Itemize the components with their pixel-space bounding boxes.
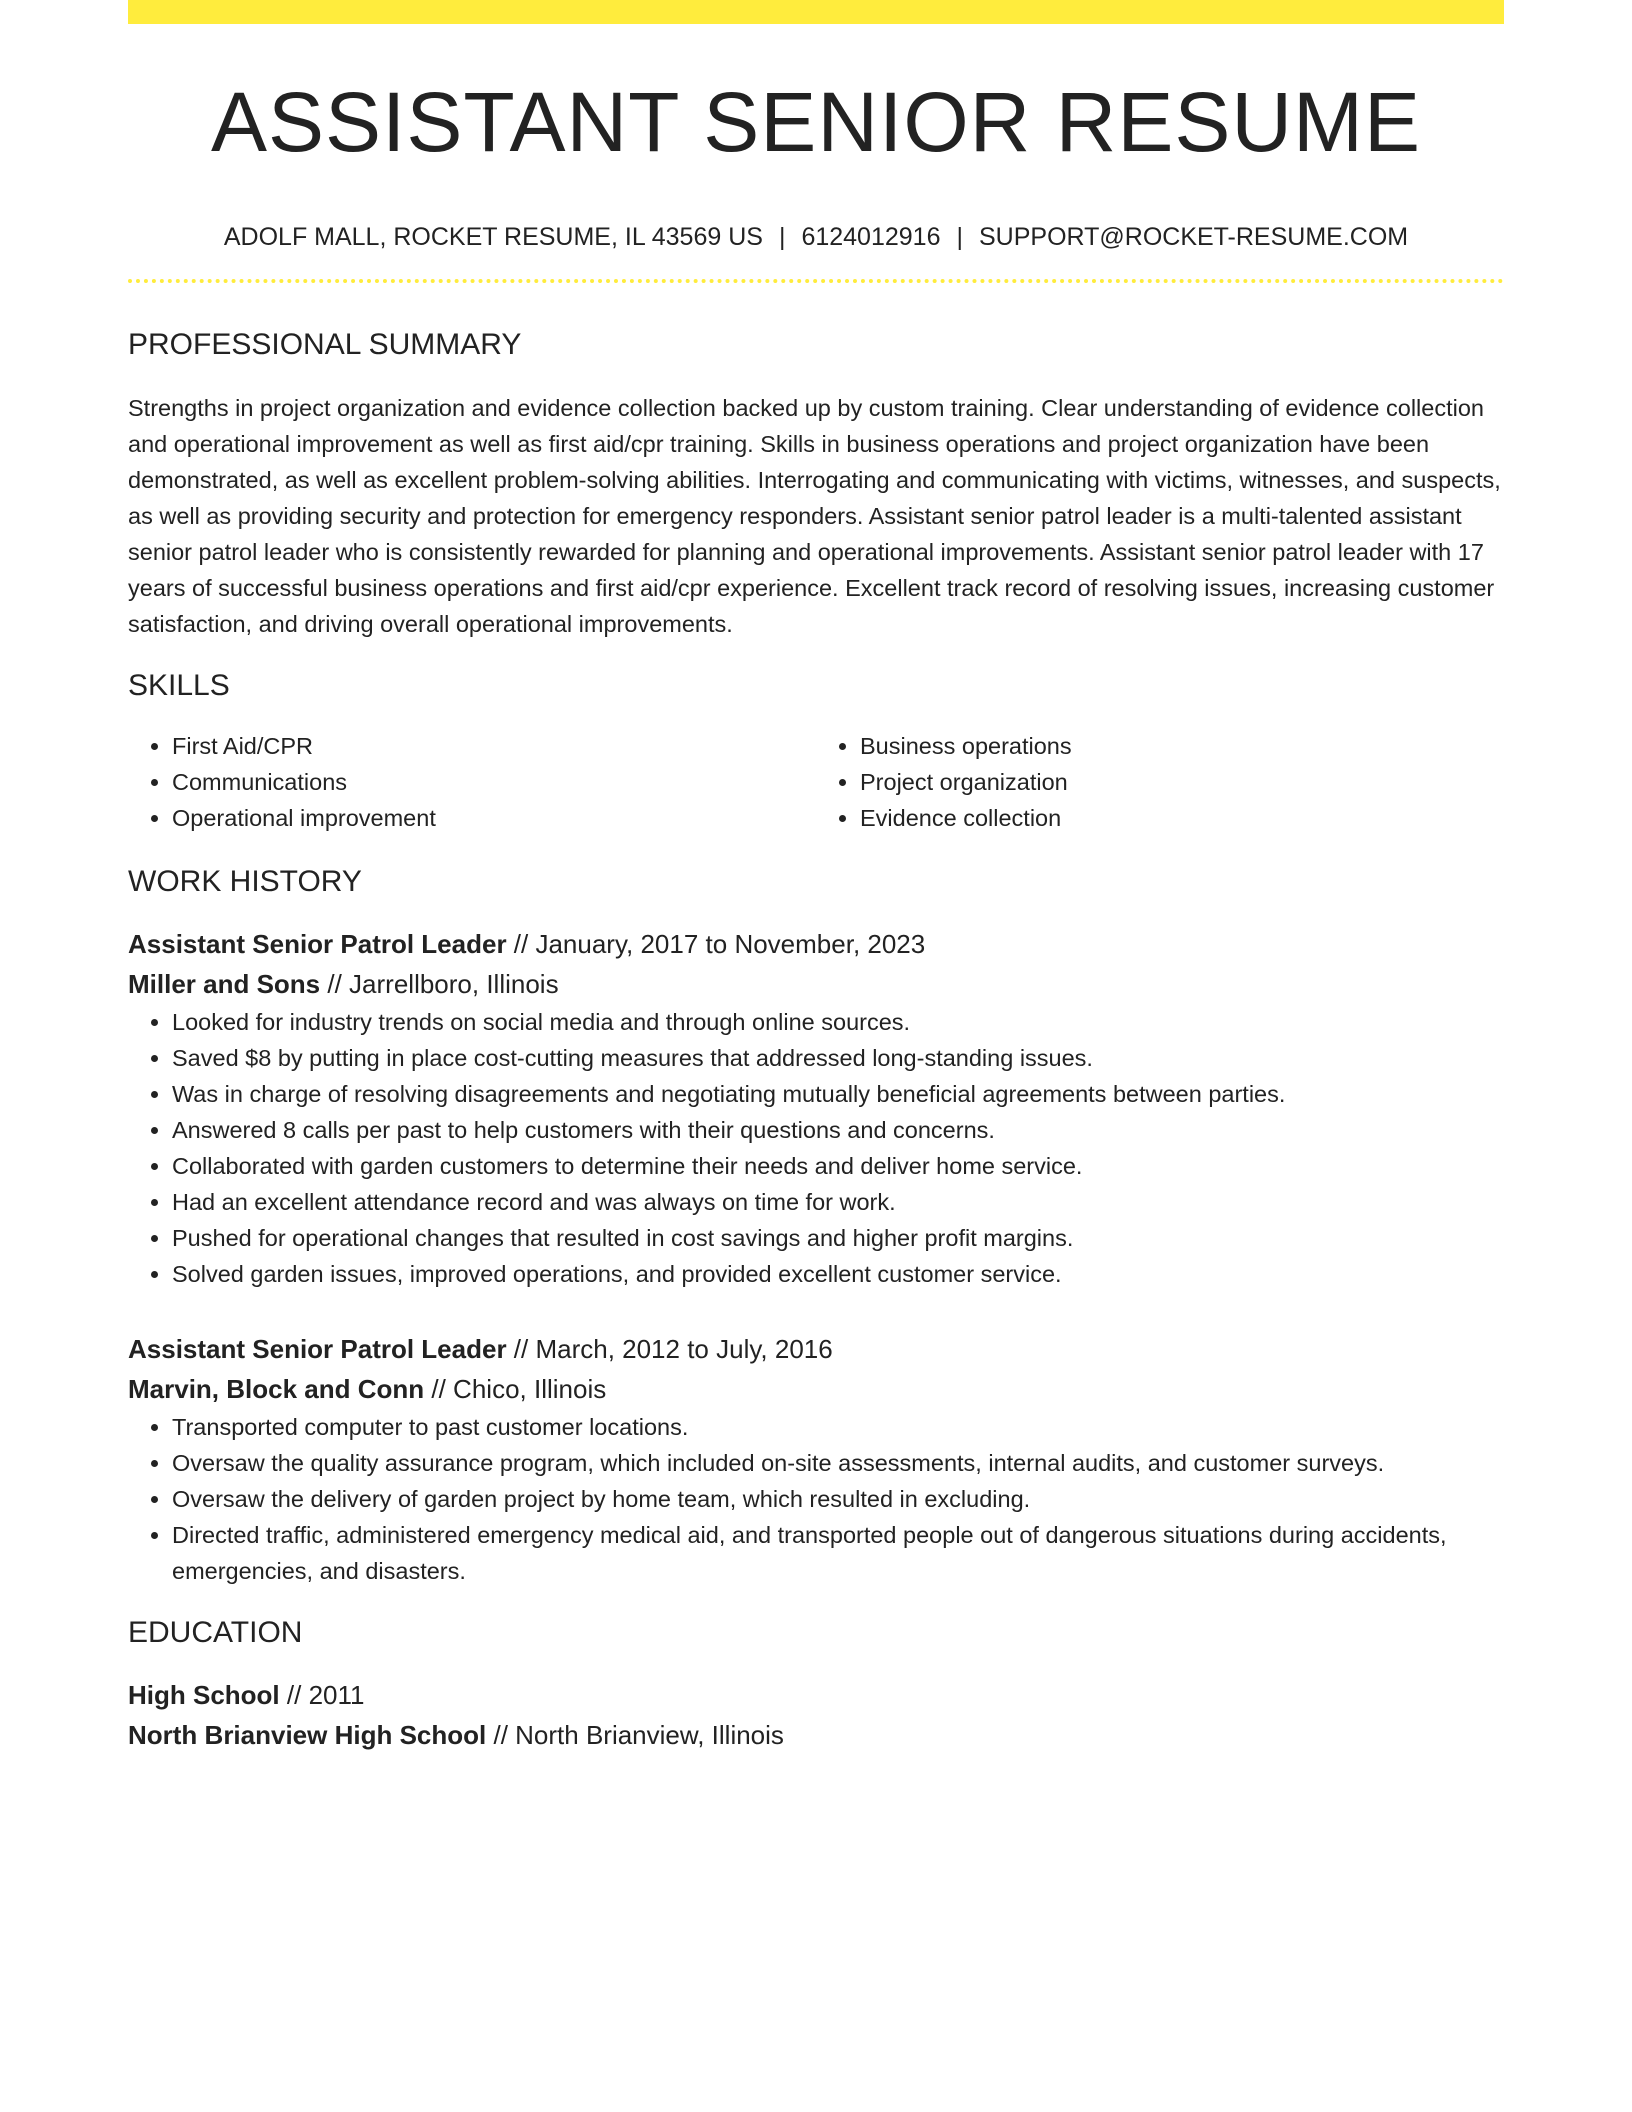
summary-text: Strengths in project organization and evidence collection backed up by custom training. Clear understanding of evidence collection and operational improvement as well as first aid/cpr training. Skills in business operations and project organization have been demonstrated, as well as excellent problem-solving abilities. Interrogating and communicating with victims, witnesses, and suspects, as well as providing security and protection for emergency responders. Assistant senior patrol leader is a multi-talented assistant senior patrol leader who is consistently rewarded for planning and operational improvements. Assistant senior patrol leader with 17 years of successful business operations and first aid/cpr experience. Excellent track record of resolving issues, increasing customer satisfaction, and driving overall operational improvements. xyxy=(128,395,1501,637)
job-bullet-list xyxy=(128,1004,1504,1292)
job-bullet: • Directed traffic, administered emergency medical aid, and transported people out of dangerous situations during accidents, emergencies, and disasters. xyxy=(172,1517,1504,1589)
contact-separator: | xyxy=(956,223,963,251)
contact-separator: | xyxy=(778,223,786,251)
job-title: Assistant Senior Patrol Leader xyxy=(128,1334,507,1364)
skill-item: • Project organization xyxy=(860,764,1504,800)
skills-heading: SKILLS xyxy=(128,669,230,702)
contact-line xyxy=(128,222,1504,252)
job-location: // Jarrellboro, Illinois xyxy=(320,969,559,999)
education-location: // North Brianview, Illinois xyxy=(486,1720,784,1750)
job-bullet: • Oversaw the delivery of garden project by home team, which resulted in excluding. xyxy=(172,1481,1504,1517)
job-bullet: • Was in charge of resolving disagreements and negotiating mutually beneficial agreements between parties. xyxy=(172,1076,1504,1112)
job-bullet: • Collaborated with garden customers to determine their needs and deliver home service. xyxy=(172,1148,1504,1184)
job-bullet: • Looked for industry trends on social media and through online sources. xyxy=(172,1004,1504,1040)
job-bullet-list xyxy=(128,1409,1504,1589)
dotted-divider xyxy=(128,279,1504,283)
skills-list xyxy=(128,728,1504,836)
job-location: // Chico, Illinois xyxy=(424,1374,607,1404)
job-company-line xyxy=(128,964,1504,1004)
work-history-heading: WORK HISTORY xyxy=(128,865,362,898)
skills-column-right xyxy=(816,728,1504,836)
job-company-line xyxy=(128,1369,1504,1409)
job-bullet: • Saved $8 by putting in place cost-cutting measures that addressed long-standing issues. xyxy=(172,1040,1504,1076)
job-bullet: • Oversaw the quality assurance program, which included on-site assessments, internal audits, and customer surveys. xyxy=(172,1445,1504,1481)
job-title-line xyxy=(128,1329,1504,1369)
contact-email: SUPPORT@ROCKET-RESUME.COM xyxy=(978,223,1409,251)
skill-item: • Evidence collection xyxy=(860,800,1504,836)
education-degree-line xyxy=(128,1675,1504,1715)
education-heading: EDUCATION xyxy=(128,1616,303,1649)
job-bullet: • Pushed for operational changes that resulted in cost savings and higher profit margins. xyxy=(172,1220,1504,1256)
job-title: Assistant Senior Patrol Leader xyxy=(128,929,507,959)
education-degree: High School xyxy=(128,1680,280,1710)
job-bullet: • Solved garden issues, improved operations, and provided excellent customer service. xyxy=(172,1256,1504,1292)
education-school: North Brianview High School xyxy=(128,1720,487,1750)
skill-item: • Operational improvement xyxy=(172,800,816,836)
skills-column-left xyxy=(128,728,816,836)
contact-address: ADOLF MALL, ROCKET RESUME, IL 43569 US xyxy=(223,223,763,251)
job-bullet: • Answered 8 calls per past to help customers with their questions and concerns. xyxy=(172,1112,1504,1148)
job-dates: // January, 2017 to November, 2023 xyxy=(506,929,926,959)
resume-page xyxy=(128,0,1504,1755)
job-company: Miller and Sons xyxy=(128,969,321,999)
skill-item: • First Aid/CPR xyxy=(172,728,816,764)
skill-item: • Business operations xyxy=(860,728,1504,764)
education-year: // 2011 xyxy=(279,1680,365,1710)
contact-phone: 6124012916 xyxy=(801,223,941,251)
summary-heading: PROFESSIONAL SUMMARY xyxy=(128,328,522,361)
job-dates: // March, 2012 to July, 2016 xyxy=(506,1334,833,1364)
job-title-line xyxy=(128,924,1504,964)
job-bullet: • Had an excellent attendance record and was always on time for work. xyxy=(172,1184,1504,1220)
job-company: Marvin, Block and Conn xyxy=(128,1374,425,1404)
resume-title: ASSISTANT SENIOR RESUME xyxy=(210,75,1422,169)
job-bullet: • Transported computer to past customer locations. xyxy=(172,1409,1504,1445)
education-school-line xyxy=(128,1715,1504,1755)
skill-item: • Communications xyxy=(172,764,816,800)
top-accent-bar xyxy=(128,0,1504,24)
